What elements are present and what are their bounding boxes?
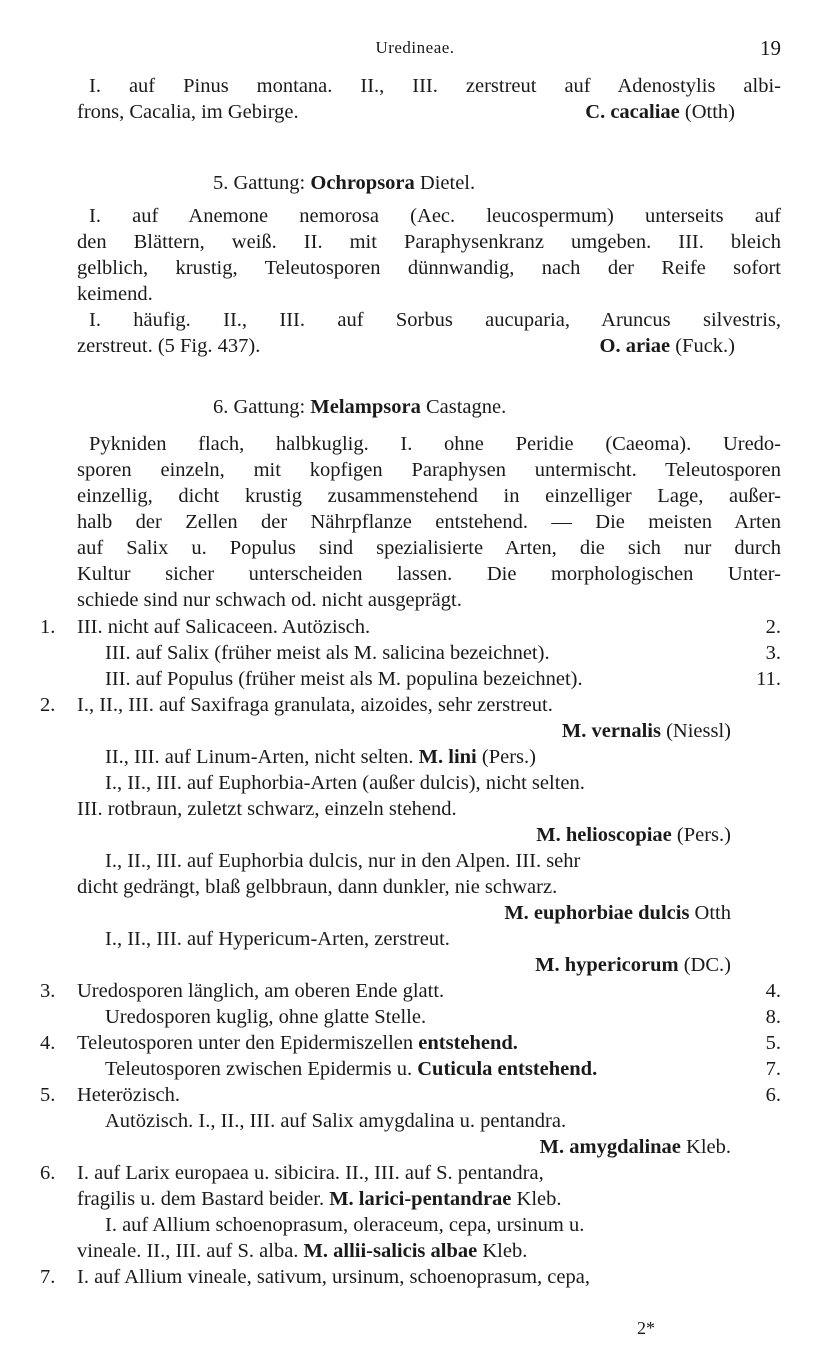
text-run: I. auf Allium vineale, sativum, ursinum, schoenoprasum, cepa, — [77, 1266, 590, 1288]
species-name: entstehend. — [418, 1032, 518, 1054]
key-reference: 6. — [765, 1084, 781, 1106]
text-run: Autözisch. I., II., III. auf Salix amygdalina u. pentandra. — [105, 1110, 567, 1132]
key-text — [77, 1238, 527, 1264]
species-name: M. amygdalinae — [539, 1136, 681, 1158]
key-text — [105, 1004, 426, 1030]
signature-mark: 2* — [637, 1318, 655, 1338]
key-text — [105, 744, 536, 770]
text-line — [77, 509, 781, 535]
key-text — [105, 1108, 566, 1134]
text-line — [213, 394, 781, 420]
species-name: O. ariae — [599, 335, 671, 357]
text-run: I., II., III. auf Saxifraga granulata, aizoides, sehr zerstreut. — [77, 694, 553, 716]
text-run: I., II., III. auf Euphorbia-Arten (außer dulcis), nicht selten. — [105, 772, 585, 794]
text-run: Teleutosporen unter den Epidermiszellen — [77, 1032, 419, 1054]
key-number: 7. — [40, 1266, 56, 1288]
text-run: II., III. auf Linum-Arten, nicht selten. — [105, 746, 419, 768]
text-run: Heterözisch. — [77, 1084, 181, 1106]
key-text — [540, 1134, 731, 1160]
text-run: 6. Gattung: — [213, 396, 311, 418]
text-run: Uredosporen länglich, am oberen Ende glatt. — [77, 980, 445, 1002]
text-run: (Otth) — [679, 101, 735, 123]
text-run: auf Salix u. Populus sind spezialisierte Arten, die sich nur durch — [77, 537, 781, 559]
text-line — [77, 457, 781, 483]
text-run: III. auf Salix (früher meist als M. salicina bezeichnet). — [105, 642, 550, 664]
species-name: C. cacaliae — [585, 101, 680, 123]
text-run: einzellig, dicht krustig zusammenstehend in einzelliger Lage, außer- — [77, 485, 781, 507]
key-reference: 2. — [765, 616, 781, 638]
text-run: I., II., III. auf Euphorbia dulcis, nur in den Alpen. III. sehr — [105, 850, 581, 872]
running-title: Uredineae. — [375, 38, 455, 57]
text-run: I. auf Anemone nemorosa (Aec. leucospermum) unterseits auf — [89, 205, 781, 227]
text-run: III. nicht auf Salicaceen. Autözisch. — [77, 616, 371, 638]
key-reference: 11. — [756, 668, 781, 690]
text-line — [77, 281, 781, 307]
text-run: dicht gedrängt, blaß gelbbraun, dann dunkler, nie schwarz. — [77, 876, 558, 898]
text-run: III. auf Populus (früher meist als M. populina bezeichnet). — [105, 668, 583, 690]
key-text — [77, 1160, 544, 1186]
text-run: Uredosporen kuglig, ohne glatte Stelle. — [105, 1006, 427, 1028]
key-text — [77, 978, 444, 1004]
text-run: halb der Zellen der Nährpflanze entstehend. — Die meisten Arten — [77, 511, 781, 533]
key-reference: 7. — [765, 1058, 781, 1080]
species-name: Ochropsora — [310, 172, 415, 194]
text-run: Teleutosporen zwischen Epidermis u. — [105, 1058, 418, 1080]
text-run: I. auf Larix europaea u. sibicira. II., III. auf S. pentandra, — [77, 1162, 544, 1184]
text-run: Pykniden flach, halbkuglig. I. ohne Peridie (Caeoma). Uredo- — [89, 433, 781, 455]
text-run: 5. Gattung: — [213, 172, 311, 194]
species-name: M. vernalis — [561, 720, 661, 742]
key-text — [105, 770, 585, 796]
key-text — [77, 692, 553, 718]
text-line — [89, 73, 781, 99]
key-text — [77, 614, 370, 640]
species-name: Melampsora — [310, 396, 421, 418]
key-text — [105, 926, 450, 952]
text-line — [77, 99, 781, 125]
key-reference: 5. — [765, 1032, 781, 1054]
species-name: M. helioscopiae — [536, 824, 672, 846]
text-run: zerstreut. (5 Fig. 437). — [77, 335, 261, 357]
text-run: Kultur sicher unterscheiden lassen. Die morphologischen Unter- — [77, 563, 781, 585]
species-name: Cuticula entstehend. — [417, 1058, 598, 1080]
text-run: (Pers.) — [476, 746, 536, 768]
key-number: 5. — [40, 1084, 56, 1106]
key-text — [536, 822, 731, 848]
key-text — [562, 718, 731, 744]
text-run: schiede sind nur schwach od. nicht ausgeprägt. — [77, 589, 462, 611]
text-run: Kleb. — [477, 1240, 528, 1262]
species-citation — [600, 333, 736, 359]
text-run: frons, Cacalia, im Gebirge. — [77, 101, 299, 123]
species-name: M. hypericorum — [535, 954, 679, 976]
text-line — [213, 170, 781, 196]
text-line — [77, 229, 781, 255]
key-text — [105, 1212, 584, 1238]
text-line — [77, 333, 781, 359]
key-text — [77, 1186, 562, 1212]
text-run: I., II., III. auf Hypericum-Arten, zerstreut. — [105, 928, 450, 950]
key-text — [105, 1056, 597, 1082]
species-name: M. larici-pentandrae — [329, 1188, 512, 1210]
key-number: 1. — [40, 616, 56, 638]
key-text — [77, 1264, 590, 1290]
key-text — [77, 874, 557, 900]
text-run: I. häufig. II., III. auf Sorbus aucuparia, Aruncus silvestris, — [89, 309, 781, 331]
text-line — [89, 307, 781, 333]
text-line — [77, 587, 781, 613]
text-run: gelblich, krustig, Teleutosporen dünnwandig, nach der Reife sofort — [77, 257, 781, 279]
text-run: I. auf Pinus montana. II., III. zerstreut auf Adenostylis albi- — [89, 75, 781, 97]
key-reference: 8. — [765, 1006, 781, 1028]
key-number: 4. — [40, 1032, 56, 1054]
text-run: fragilis u. dem Bastard beider. — [77, 1188, 330, 1210]
text-run: vineale. II., III. auf S. alba. — [77, 1240, 304, 1262]
text-run: III. rotbraun, zuletzt schwarz, einzeln stehend. — [77, 798, 457, 820]
text-run: Castagne. — [420, 396, 507, 418]
line-main — [77, 335, 260, 357]
key-text — [77, 796, 457, 822]
text-run: (DC.) — [678, 954, 731, 976]
text-line — [77, 483, 781, 509]
text-run: I. auf Allium schoenoprasum, oleraceum, cepa, ursinum u. — [105, 1214, 585, 1236]
text-run: Dietel. — [414, 172, 476, 194]
species-name: M. allii-salicis albae — [303, 1240, 478, 1262]
species-name: M. euphorbiae dulcis — [504, 902, 690, 924]
key-number: 6. — [40, 1162, 56, 1184]
text-run: keimend. — [77, 283, 153, 305]
text-line — [77, 255, 781, 281]
key-reference: 3. — [765, 642, 781, 664]
text-run: Otth — [689, 902, 731, 924]
text-run: Kleb. — [680, 1136, 731, 1158]
key-text — [105, 666, 583, 692]
text-run: den Blättern, weiß. II. mit Paraphysenkranz umgeben. III. bleich — [77, 231, 781, 253]
page-number: 19 — [760, 36, 781, 60]
text-run: sporen einzeln, mit kopfigen Paraphysen untermischt. Teleutosporen — [77, 459, 781, 481]
text-run: (Fuck.) — [670, 335, 735, 357]
text-run: Kleb. — [511, 1188, 562, 1210]
key-text — [77, 1082, 180, 1108]
text-run: (Pers.) — [671, 824, 731, 846]
text-line — [77, 561, 781, 587]
key-text — [535, 952, 731, 978]
key-number: 2. — [40, 694, 56, 716]
text-line — [89, 203, 781, 229]
key-text — [77, 1030, 518, 1056]
species-name: M. lini — [418, 746, 477, 768]
text-line — [77, 535, 781, 561]
key-text — [504, 900, 731, 926]
text-run: (Niessl) — [660, 720, 731, 742]
key-reference: 4. — [765, 980, 781, 1002]
key-text — [105, 848, 580, 874]
key-text — [105, 640, 550, 666]
text-line — [89, 431, 781, 457]
key-number: 3. — [40, 980, 56, 1002]
line-main — [77, 101, 299, 123]
species-citation — [585, 99, 735, 125]
